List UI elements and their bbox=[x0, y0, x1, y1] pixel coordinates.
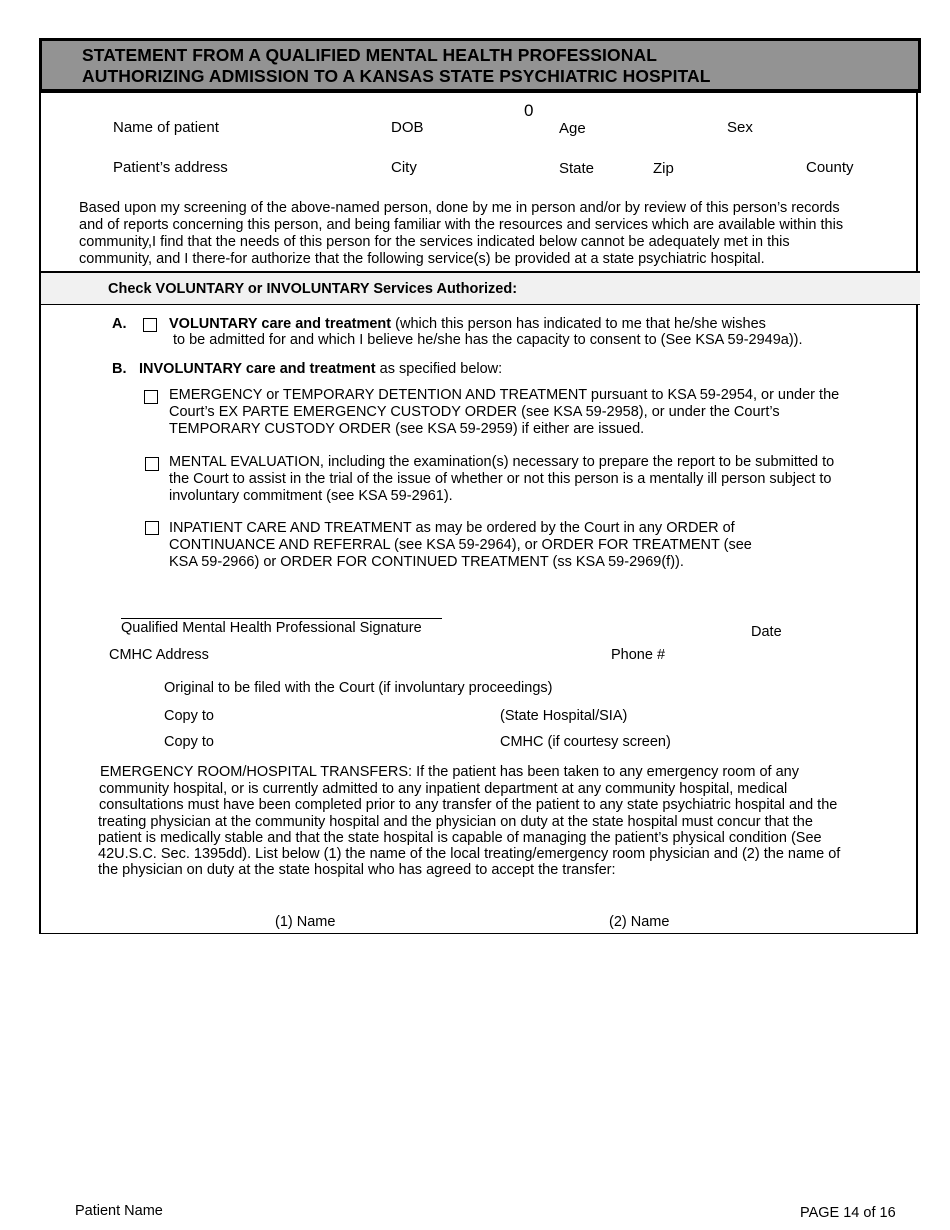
transfers-line: the physician on duty at the state hospital who has agreed to accept the transfer: bbox=[98, 862, 616, 878]
voluntary-text-line2: to be admitted for and which I believe he/she has the capacity to consent to (See KSA 59-2949a)). bbox=[173, 332, 803, 348]
original-filed-note: Original to be filed with the Court (if involuntary proceedings) bbox=[164, 680, 553, 696]
transfers-line: treating physician at the community hospital and the physician on duty at the state hospital must concur that the bbox=[98, 814, 813, 830]
statement-line: community, and I there-for authorize that the following service(s) be provided at a state psychiatric hospital. bbox=[79, 251, 765, 267]
footer-patient-name-label[interactable]: Patient Name bbox=[75, 1203, 163, 1219]
state-label[interactable]: State bbox=[559, 160, 595, 177]
involuntary-title: INVOLUNTARY care and treatment bbox=[139, 361, 376, 377]
services-section-header bbox=[41, 271, 920, 305]
services-section-title: Check VOLUNTARY or INVOLUNTARY Services Authorized: bbox=[108, 281, 518, 297]
sex-label[interactable]: Sex bbox=[727, 119, 753, 136]
statement-line: community,I find that the needs of this person for the services indicated below cannot be adequately met in this bbox=[79, 234, 790, 250]
transfers-line: consultations must have been completed prior to any transfer of the patient to any state psychiatric hospital and the bbox=[99, 797, 838, 813]
statement-line: and of reports concerning this person, and being familiar with the resources and services which are available within this bbox=[79, 217, 844, 233]
date-label[interactable]: Date bbox=[751, 624, 782, 640]
inpatient-care-checkbox[interactable] bbox=[145, 521, 159, 535]
copy-to-label-2[interactable]: Copy to bbox=[164, 734, 214, 750]
age-label[interactable]: Age bbox=[559, 120, 586, 137]
physician-name-2-label[interactable]: (2) Name bbox=[609, 914, 670, 930]
city-label[interactable]: City bbox=[391, 159, 417, 176]
physician-name-1-label[interactable]: (1) Name bbox=[275, 914, 336, 930]
voluntary-title: VOLUNTARY care and treatment bbox=[169, 316, 392, 332]
signature-label: Qualified Mental Health Professional Signature bbox=[121, 620, 422, 636]
involuntary-text: as specified below: bbox=[379, 361, 503, 377]
cmhc-address-label[interactable]: CMHC Address bbox=[109, 647, 209, 663]
signature-line[interactable] bbox=[121, 618, 442, 619]
patient-address-label[interactable]: Patient’s address bbox=[113, 159, 228, 176]
county-label[interactable]: County bbox=[806, 159, 854, 176]
emergency-detention-line: EMERGENCY or TEMPORARY DETENTION AND TREATMENT pursuant to KSA 59-2954, or under the bbox=[169, 387, 840, 403]
mental-evaluation-checkbox[interactable] bbox=[145, 457, 159, 471]
copy-destination-1: (State Hospital/SIA) bbox=[500, 708, 628, 724]
header-title-line2: AUTHORIZING ADMISSION TO A KANSAS STATE PSYCHIATRIC HOSPITAL bbox=[82, 66, 711, 86]
phone-label[interactable]: Phone # bbox=[611, 647, 666, 663]
option-a-label: A. bbox=[112, 316, 127, 332]
form-header bbox=[39, 38, 921, 93]
inpatient-care-line: KSA 59-2966) or ORDER FOR CONTINUED TREATMENT (ss KSA 59-2969(f)). bbox=[169, 554, 684, 570]
copy-destination-2: CMHC (if courtesy screen) bbox=[500, 734, 671, 750]
inpatient-care-line: CONTINUANCE AND REFERRAL (see KSA 59-2964), or ORDER FOR TREATMENT (see bbox=[169, 537, 752, 553]
voluntary-text: (which this person has indicated to me that he/she wishes bbox=[395, 316, 766, 332]
mental-evaluation-line: MENTAL EVALUATION, including the examination(s) necessary to prepare the report to be submitted to bbox=[169, 454, 835, 470]
emergency-detention-line: TEMPORARY CUSTODY ORDER (see KSA 59-2959) if either are issued. bbox=[169, 421, 645, 437]
voluntary-description bbox=[169, 316, 766, 332]
patient-name-label[interactable]: Name of patient bbox=[113, 119, 219, 136]
transfers-line: community hospital, or is currently admitted to any inpatient department at any community hospital, medical bbox=[99, 781, 788, 797]
option-b-label: B. bbox=[112, 361, 127, 377]
mental-evaluation-line: the Court to assist in the trial of the issue of whether or not this person is a mentally ill person subject to bbox=[169, 471, 832, 487]
emergency-detention-checkbox[interactable] bbox=[144, 390, 158, 404]
zip-label[interactable]: Zip bbox=[653, 160, 674, 177]
involuntary-description bbox=[139, 361, 502, 377]
mental-evaluation-line: involuntary commitment (see KSA 59-2961). bbox=[169, 488, 453, 504]
emergency-detention-line: Court’s EX PARTE EMERGENCY CUSTODY ORDER (see KSA 59-2958), or under the Court’s bbox=[169, 404, 780, 420]
copy-to-label-1[interactable]: Copy to bbox=[164, 708, 214, 724]
transfers-line: patient is medically stable and that the state hospital is capable of managing the patient’s physical condition (See bbox=[98, 830, 822, 846]
dob-label[interactable]: DOB bbox=[391, 119, 424, 136]
header-title-line1: STATEMENT FROM A QUALIFIED MENTAL HEALTH PROFESSIONAL bbox=[82, 45, 657, 65]
page-number: PAGE 14 of 16 bbox=[800, 1205, 896, 1221]
statement-line: Based upon my screening of the above-named person, done by me in person and/or by review of this person’s records bbox=[79, 200, 840, 216]
inpatient-care-line: INPATIENT CARE AND TREATMENT as may be ordered by the Court in any ORDER of bbox=[169, 520, 735, 536]
age-value: 0 bbox=[524, 101, 534, 120]
transfers-line: EMERGENCY ROOM/HOSPITAL TRANSFERS: If the patient has been taken to any emergency room of any bbox=[100, 764, 799, 780]
transfers-line: 42U.S.C. Sec. 1395dd). List below (1) the name of the local treating/emergency room physician and (2) the name of bbox=[98, 846, 841, 862]
voluntary-checkbox[interactable] bbox=[143, 318, 157, 332]
